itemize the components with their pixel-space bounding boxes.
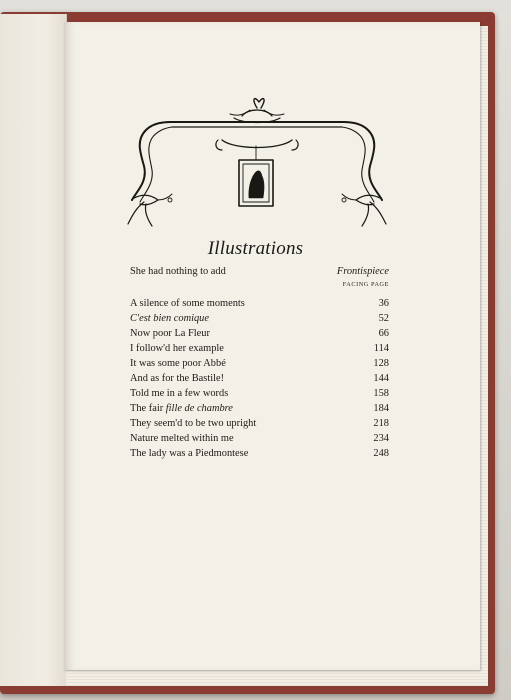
illustrations-list (130, 264, 389, 461)
list-item (130, 371, 389, 386)
entry-title: They seem'd to be two upright (130, 418, 257, 429)
entry-title: And as for the Bastile! (130, 373, 225, 384)
entry-title-prefix: The fair (130, 403, 166, 414)
list-item (130, 326, 389, 341)
page-title: Illustrations (207, 238, 304, 259)
entry-page: 158 (373, 388, 389, 399)
entry-title: Told me in a few words (130, 388, 229, 399)
entry-page: 144 (373, 373, 389, 384)
list-item (130, 416, 389, 431)
list-item (130, 264, 389, 279)
entry-page: 66 (378, 328, 389, 339)
entry-page: 218 (373, 418, 389, 429)
entry-page: 128 (373, 358, 389, 369)
entry-title: Nature melted within me (130, 433, 234, 444)
list-item (130, 431, 389, 446)
entry-page: Frontispiece (336, 266, 389, 277)
entry-title-italic: fille de chambre (165, 403, 233, 414)
list-item (130, 311, 389, 326)
list-item (130, 356, 389, 371)
entry-title: It was some poor Abbé (130, 358, 226, 369)
bow-finial-icon (230, 99, 284, 123)
entry-title (130, 401, 233, 416)
entry-page: 248 (373, 448, 389, 459)
entry-page: 184 (373, 403, 389, 414)
entry-title: Now poor La Fleur (130, 328, 210, 339)
entry-page: 234 (373, 433, 389, 444)
right-ribbon-icon (342, 194, 386, 226)
list-item (130, 446, 389, 461)
entry-page: 52 (378, 313, 389, 324)
facing-page-label: FACING PAGE (342, 281, 389, 288)
list-item (130, 341, 389, 356)
entry-title: C'est bien comique (130, 313, 209, 324)
entry-page: 36 (378, 298, 389, 309)
entry-title: The lady was a Piedmontese (130, 448, 249, 459)
entry-title: I follow'd her example (130, 343, 224, 354)
list-item (130, 386, 389, 401)
entry-title: She had nothing to add (130, 266, 226, 277)
list-item (130, 296, 389, 311)
list-item (130, 401, 389, 416)
left-ribbon-icon (128, 194, 172, 226)
ornamental-frame-headpiece (122, 96, 392, 246)
left-page (0, 14, 67, 686)
column-label (130, 279, 389, 290)
entry-page: 114 (373, 343, 389, 354)
entry-title: A silence of some moments (130, 298, 245, 309)
